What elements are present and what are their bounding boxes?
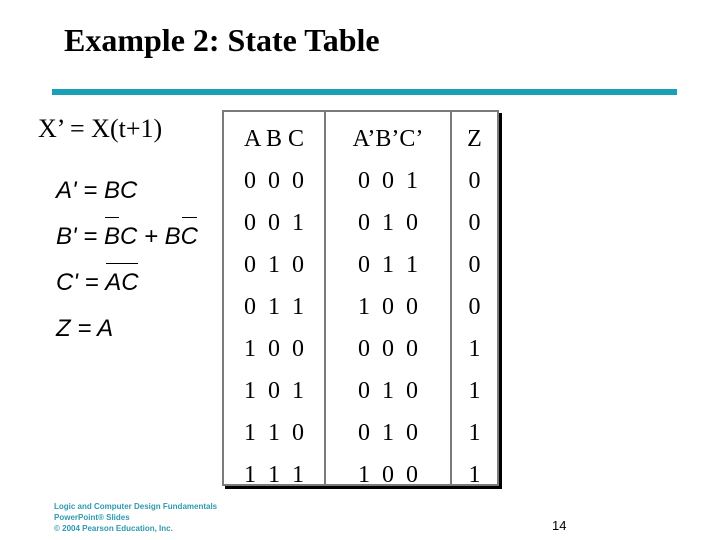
next-state-row: 0 1 0 [358, 210, 418, 236]
next-state-column [324, 112, 452, 488]
equation-z-lhs: Z = [56, 315, 98, 342]
output-row: 0 [468, 210, 481, 236]
equation-c-term: AC [105, 266, 138, 300]
title-divider [52, 89, 677, 95]
footer-line: © 2004 Pearson Education, Inc. [54, 524, 173, 533]
output-row: 0 [468, 168, 481, 194]
present-state-row: 0 0 1 [244, 210, 304, 236]
equation-z [56, 312, 198, 358]
equation-a-term: BC [103, 177, 138, 204]
output-column [452, 112, 497, 488]
next-state-header: A’B’C’ [352, 126, 424, 152]
output-header: Z [467, 126, 482, 152]
present-state-row: 0 1 1 [244, 294, 304, 320]
next-state-row: 1 0 0 [358, 294, 418, 320]
equation-b-term3: C [181, 220, 198, 254]
equation-a-lhs: A' = [56, 177, 104, 204]
equation-b-term1: B [104, 220, 120, 254]
next-state-row: 0 1 1 [358, 252, 418, 278]
slide-title: Example 2: State Table [64, 22, 380, 58]
footer-line: Logic and Computer Design Fundamentals [54, 502, 218, 511]
equation-b-lhs: B' = [56, 223, 104, 250]
equation-b [56, 220, 198, 266]
output-row: 1 [468, 462, 481, 488]
equation-a [56, 174, 198, 220]
state-equations [56, 174, 198, 358]
present-state-row: 1 1 1 [244, 462, 304, 488]
output-row: 1 [468, 420, 481, 446]
present-state-row: 0 0 0 [244, 168, 304, 194]
next-state-row: 1 0 0 [358, 462, 418, 488]
next-state-row: 0 0 1 [358, 168, 418, 194]
present-state-header: A B C [243, 126, 305, 152]
equation-z-term: A [97, 315, 114, 342]
equation-c [56, 266, 198, 312]
output-row: 1 [468, 336, 481, 362]
output-row: 0 [468, 252, 481, 278]
next-state-definition: X’ = X(t+1) [38, 114, 163, 143]
output-row: 0 [468, 294, 481, 320]
present-state-column [224, 112, 324, 488]
next-state-row: 0 0 0 [358, 336, 418, 362]
output-row: 1 [468, 378, 481, 404]
present-state-row: 0 1 0 [244, 252, 304, 278]
equation-b-term2: C + B [119, 223, 181, 250]
present-state-row: 1 1 0 [244, 420, 304, 446]
state-table [222, 110, 499, 486]
present-state-row: 1 0 1 [244, 378, 304, 404]
next-state-row: 0 1 0 [358, 420, 418, 446]
page-number: 14 [552, 518, 567, 533]
equation-c-lhs: C' = [56, 269, 106, 296]
copyright-footer [54, 501, 217, 534]
footer-line: PowerPoint® Slides [54, 513, 130, 522]
next-state-row: 0 1 0 [358, 378, 418, 404]
present-state-row: 1 0 0 [244, 336, 304, 362]
